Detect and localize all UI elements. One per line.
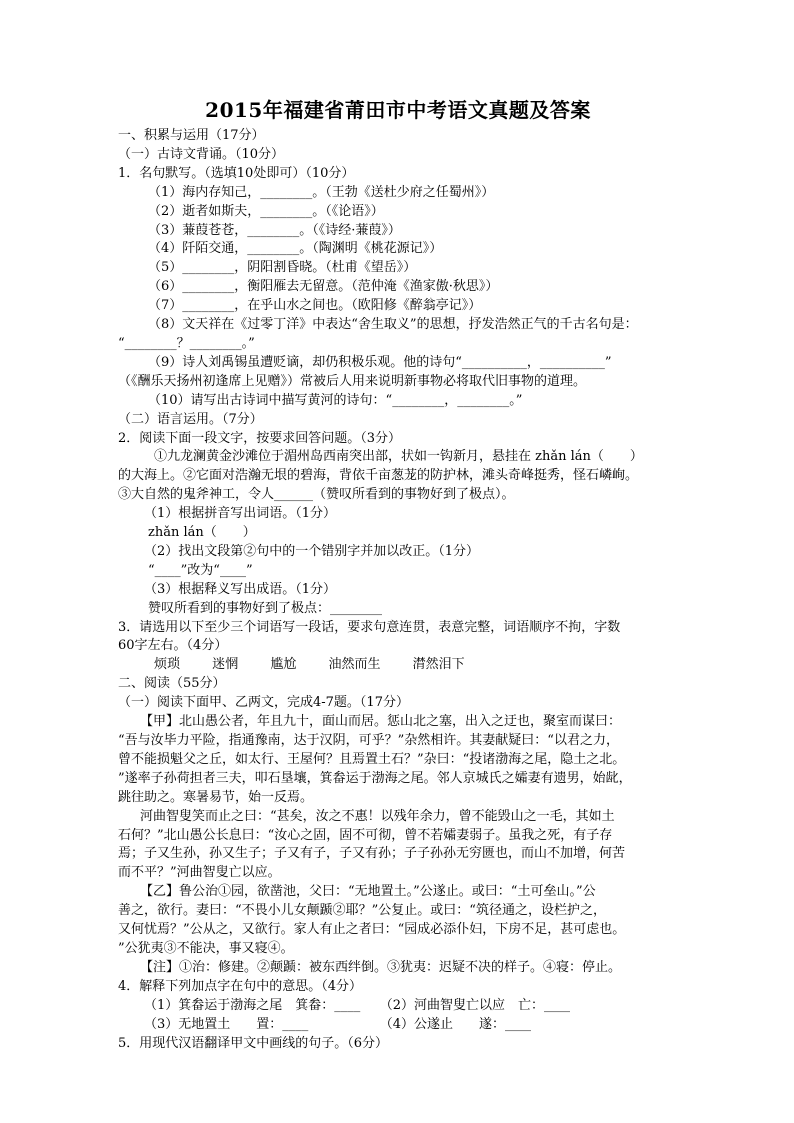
- word-option: 潸然泪下: [412, 657, 465, 673]
- text-line: ①九龙澜黄金沙滩位于湄州岛西南突出部，状如一钩新月，悬挂在 zhǎn lán（ ）: [154, 449, 643, 465]
- text-line: 二、阅读（55分）: [118, 676, 226, 692]
- text-line: 而不平？”河曲智叟亡以应。: [118, 865, 281, 881]
- text-line: 【乙】鲁公治①园，欲凿池，父曰：“无地置土。”公遂止。或曰：“土可垒山。”公: [140, 884, 596, 900]
- text-line: 赞叹所看到的事物好到了极点：________: [148, 600, 383, 616]
- text-line: （二）语言运用。（7分）: [118, 411, 263, 427]
- text-line: 跳往助之。寒暑易节，始一反焉。: [118, 789, 314, 805]
- text-line: 1．名句默写。（选填10处即可）（10分）: [118, 165, 355, 181]
- text-line: （1）箕畚运于渤海之尾 箕畚：____ （2）河曲智叟亡以应 亡：____: [144, 997, 571, 1013]
- text-line: （9）诗人刘禹锡虽遭贬谪，却仍积极乐观。他的诗句“__________，__________”: [148, 354, 612, 370]
- word-options: [118, 656, 678, 675]
- page-title: 2015年福建省莆田市中考语文真题及答案: [205, 98, 591, 122]
- text-line: （《酬乐天扬州初逢席上见赠》）常被后人用来说明新事物必将取代旧事物的道理。: [118, 373, 587, 389]
- text-line: 4．解释下列加点字在句中的意思。（4分）: [118, 978, 363, 994]
- text-line: 又何忧焉？”公从之，又欲行。家人有止之者曰：“园成必添仆妇，下房不足，甚可虑也。: [118, 922, 626, 938]
- text-line: （5）________，阴阳割昏晓。（杜甫《望岳》）: [148, 260, 417, 276]
- text-line: 【甲】北山愚公者，年且九十，面山而居。惩山北之塞，出入之迂也，聚室而谋曰：: [140, 714, 622, 730]
- text-line: “____”改为“____”: [148, 562, 253, 578]
- text-line: 石何？”北山愚公长息曰：“汝心之固，固不可彻，曾不若孀妻弱子。虽我之死，有子存: [118, 827, 613, 843]
- text-line: （3）蒹葭苍苍，________。（《诗经·蒹葭》）: [148, 222, 401, 238]
- text-line: （2）找出文段第②句中的一个错别字并加以改正。（1分）: [144, 543, 480, 559]
- text-line: “吾与汝毕力平险，指通豫南，达于汉阴，可乎？”杂然相许。其妻献疑曰：“以君之力，: [118, 733, 619, 748]
- document-body-part1: [118, 127, 678, 656]
- text-line: 5．用现代汉语翻译甲文中画线的句子。（6分）: [118, 1035, 389, 1051]
- text-line: ”遂率子孙荷担者三夫，叩石垦壤，箕畚运于渤海之尾。邻人京城氏之孀妻有遗男，始龀，: [118, 770, 632, 786]
- text-line: （3）根据释义写出成语。（1分）: [144, 581, 337, 597]
- text-line: （1）根据拼音写出词语。（1分）: [144, 506, 337, 522]
- text-line: ③大自然的鬼斧神工，令人______（赞叹所看到的事物好到了极点）。: [118, 487, 515, 503]
- word-option: 尴尬: [270, 657, 297, 673]
- text-line: “________？________。”: [118, 335, 255, 351]
- text-line: 的大海上。②它面对浩瀚无垠的碧海，背依千亩葱茏的防护林，滩头奇峰挺秀，怪石嶙峋。: [118, 468, 639, 484]
- text-line: （4）阡陌交通，________。（陶渊明《桃花源记》）: [148, 241, 443, 257]
- text-line: 2．阅读下面一段文字，按要求回答问题。（3分）: [118, 430, 402, 446]
- text-line: 60字左右。（4分）: [118, 638, 228, 654]
- word-option: 迷惘: [212, 657, 239, 673]
- text-line: （2）逝者如斯夫，________。（《论语》）: [148, 203, 384, 219]
- text-line: zhǎn lán（ ）: [148, 525, 256, 541]
- text-line: 【注】①治：修建。②颠踬：被东西绊倒。③犹夷：迟疑不决的样子。④寝：停止。: [140, 959, 622, 975]
- text-line: 曾不能损魁父之丘，如太行、王屋何？且焉置土石？”杂曰：“投诸渤海之尾，隐土之北。: [118, 751, 626, 767]
- document-page: [118, 96, 678, 1053]
- text-line: （10）请写出古诗词中描写黄河的诗句：“________，________。”: [148, 392, 523, 408]
- word-option: 油然而生: [328, 657, 381, 673]
- text-line: （一）阅读下面甲、乙两文，完成4-7题。（17分）: [118, 695, 409, 711]
- text-line: （3）无地置土 置：____ （4）公遂止 遂：____: [144, 1016, 532, 1032]
- text-line: （1）海内存知己，________。（王勃《送杜少府之任蜀州》）: [148, 184, 495, 200]
- document-body-part2: [118, 675, 678, 1053]
- text-line: 一、积累与运用（17分）: [118, 128, 265, 143]
- text-line: （8）文天祥在《过零丁洋》中表达“舍生取义”的思想，抒发浩然正气的千古名句是：: [148, 317, 638, 333]
- text-line: 焉；子又生孙，孙又生子；子又有子，子又有孙；子子孙孙无穷匮也，而山不加增，何苦: [118, 846, 626, 862]
- text-line: （6）________，衡阳雁去无留意。（范仲淹《渔家傲·秋思》）: [148, 279, 499, 295]
- text-line: 3．请选用以下至少三个词语写一段话，要求句意连贯，表意完整，词语顺序不拘，字数: [118, 619, 621, 635]
- text-line: 善之，欲行。妻曰：“不畏小儿女颠踬②耶？”公复止。或曰：“筑径通之，设栏护之，: [118, 903, 606, 919]
- text-line: ”公犹夷③不能决，事又寝④。: [118, 940, 294, 956]
- text-line: （7）________，在乎山水之间也。（欧阳修《醉翁亭记》）: [148, 298, 482, 314]
- word-option: 烦琐: [154, 657, 181, 673]
- text-line: 河曲智叟笑而止之曰：“甚矣，汝之不惠！以残年余力，曾不能毁山之一毛，其如土: [140, 808, 615, 824]
- text-line: （一）古诗文背诵。（10分）: [118, 146, 285, 162]
